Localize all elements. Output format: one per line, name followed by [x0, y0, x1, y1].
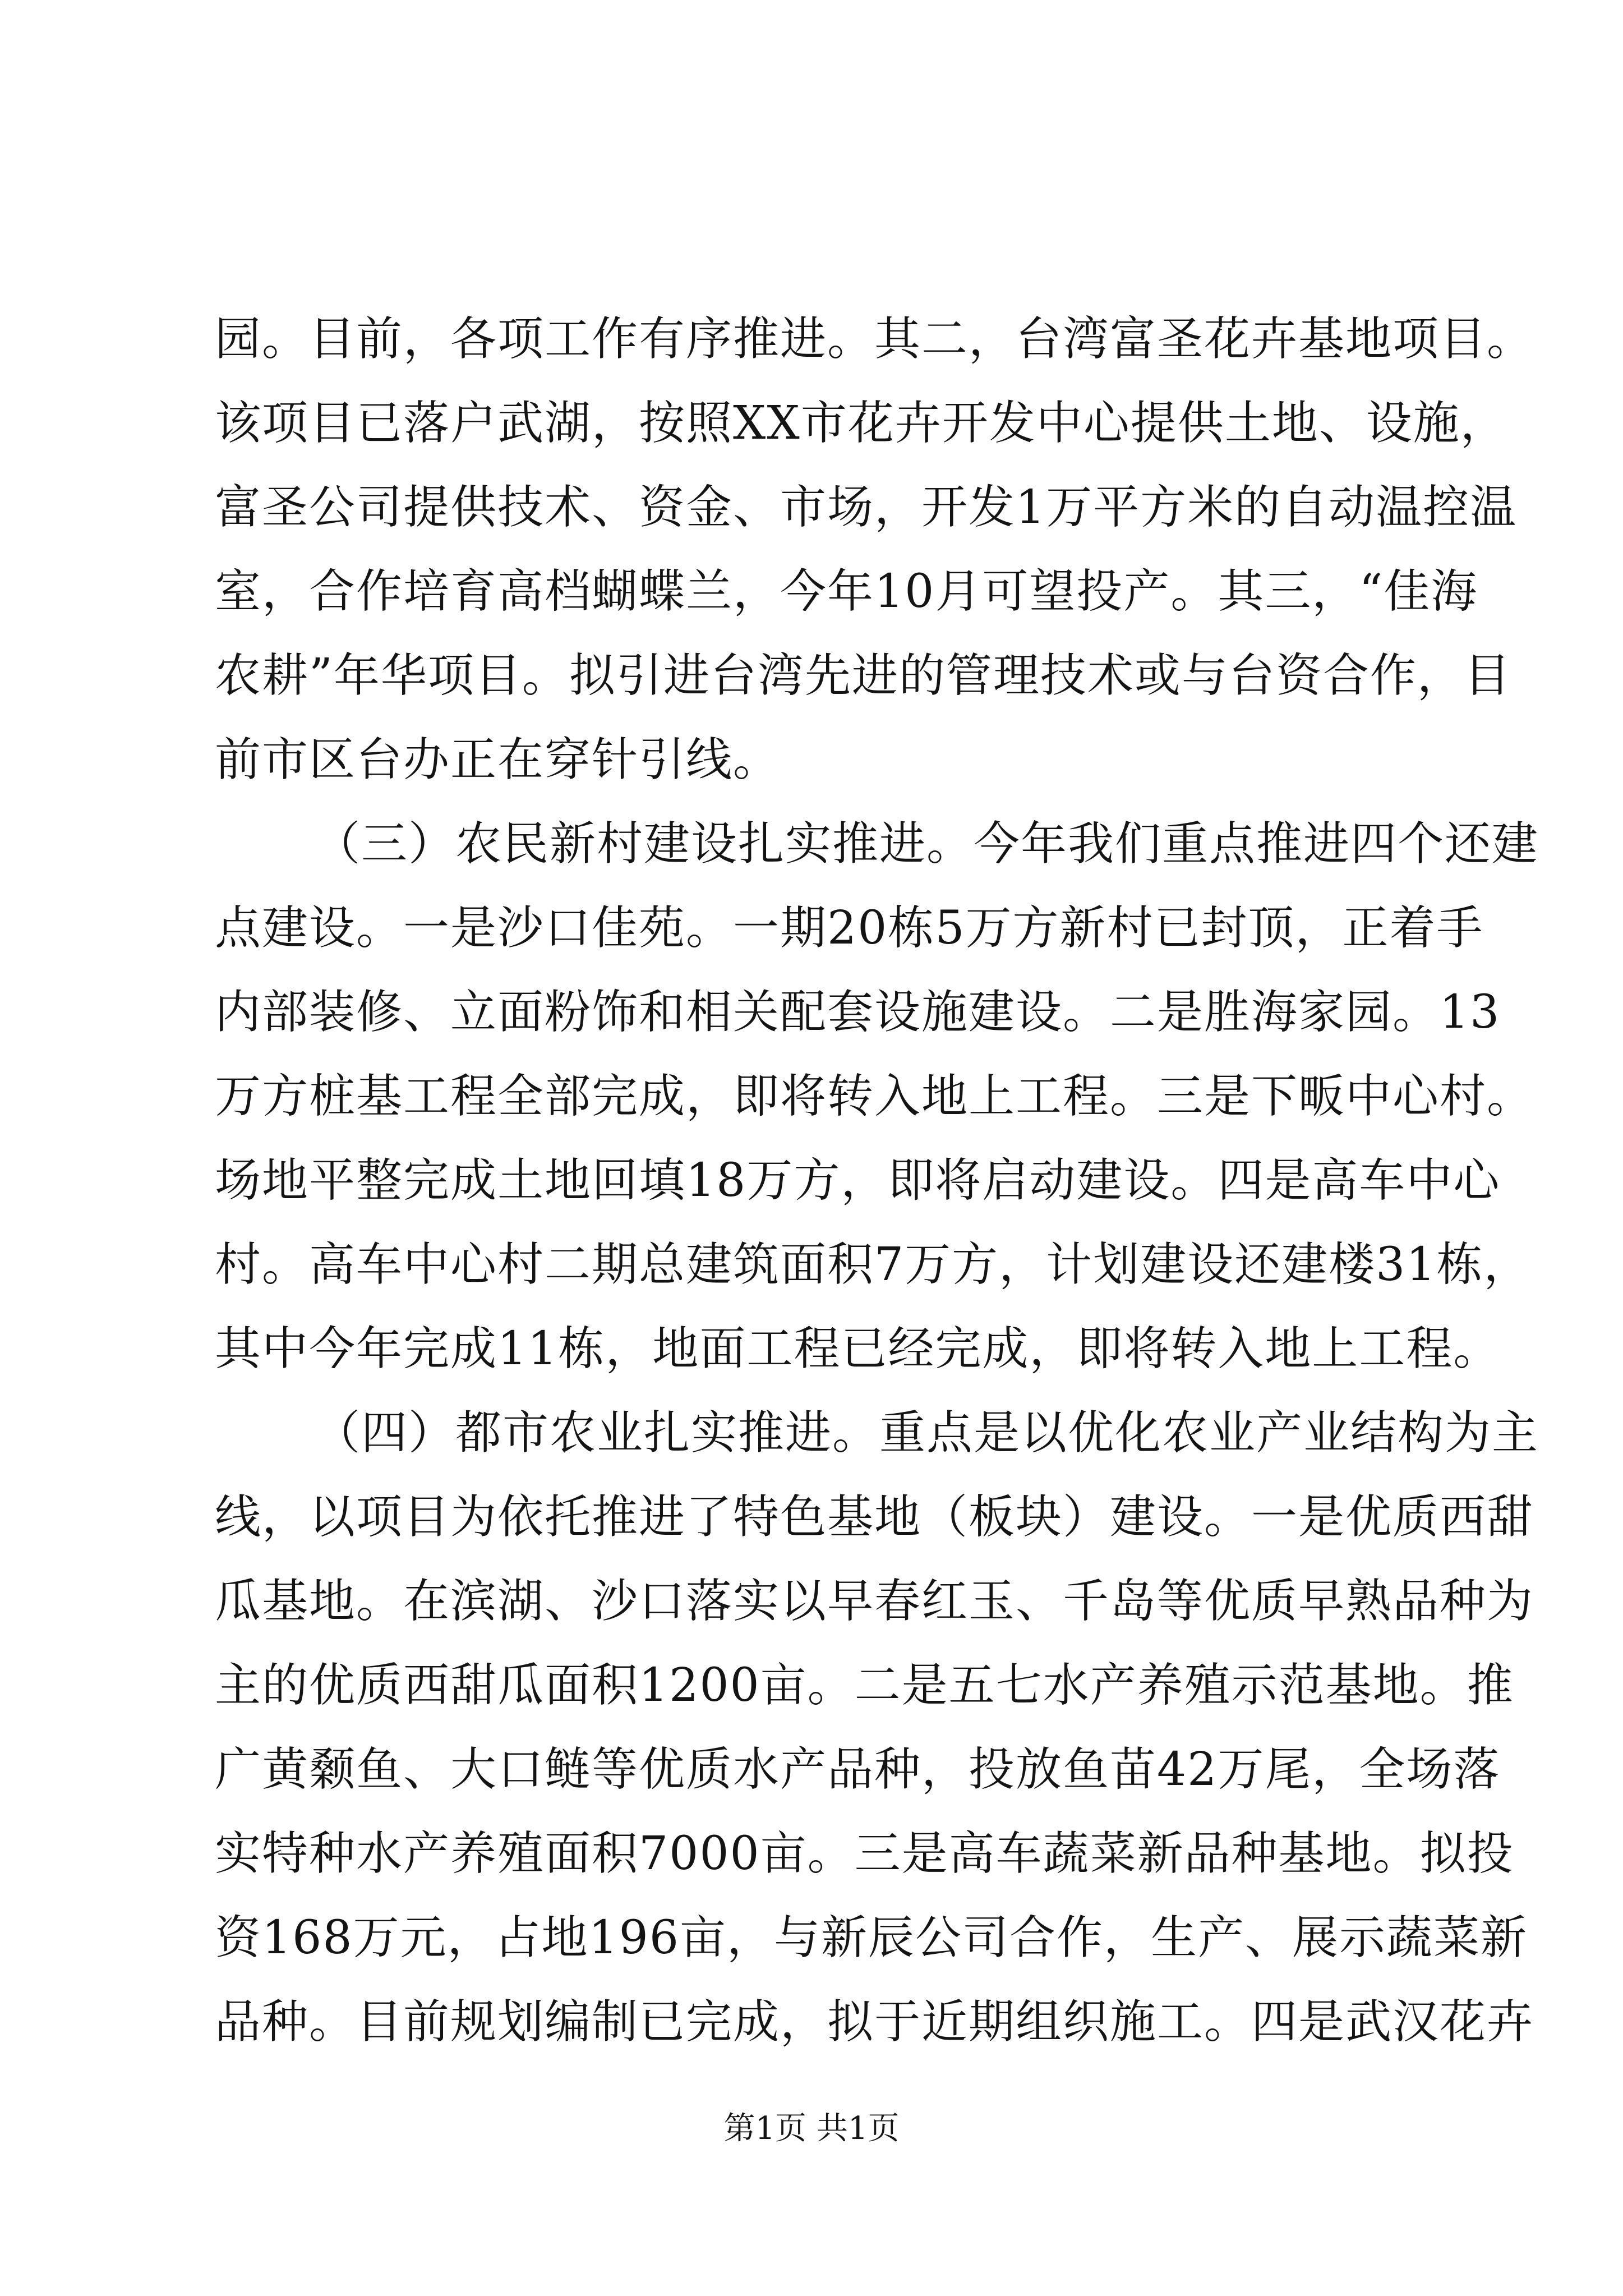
- text-line: 资168万元，占地196亩，与新辰公司合作，生产、展示蔬菜新: [215, 1911, 1528, 1964]
- text-line: 主的优质西甜瓜面积1200亩。二是五七水产养殖示范基地。推: [215, 1659, 1514, 1712]
- paragraph-start-line: （三）农民新村建设扎实推进。今年我们重点推进四个还建: [314, 817, 1539, 871]
- text-line: 实特种水产养殖面积7000亩。三是高车蔬菜新品种基地。拟投: [215, 1827, 1514, 1880]
- text-line: 富圣公司提供技术、资金、市场，开发1万平方米的自动温控温: [215, 481, 1518, 534]
- text-line: 农耕”年华项目。拟引进台湾先进的管理技术或与台资合作，目: [215, 649, 1511, 702]
- page-number-footer: 第1页 共1页: [723, 2110, 900, 2147]
- text-line: 室，合作培育高档蝴蝶兰，今年10月可望投产。其三，“佳海: [215, 565, 1478, 618]
- text-line: 园。目前，各项工作有序推进。其二，台湾富圣花卉基地项目。: [215, 312, 1534, 366]
- text-line: 点建设。一是沙口佳苑。一期20栋5万方新村已封顶，正着手: [215, 901, 1484, 955]
- text-line: 村。高车中心村二期总建筑面积7万方，计划建设还建楼31栋，: [215, 1238, 1531, 1291]
- text-line: 场地平整完成土地回填18万方，即将启动建设。四是高车中心: [215, 1154, 1501, 1207]
- text-line: 该项目已落户武湖，按照XX市花卉开发中心提供土地、设施，: [215, 397, 1507, 450]
- text-line: 内部装修、立面粉饰和相关配套设施建设。二是胜海家园。13: [215, 986, 1501, 1039]
- text-line: 瓜基地。在滨湖、沙口落实以早春红玉、千岛等优质早熟品种为: [215, 1575, 1534, 1628]
- text-line: 广黄颡鱼、大口鲢等优质水产品种，投放鱼苗42万尾，全场落: [215, 1743, 1501, 1796]
- text-line: 万方桩基工程全部完成，即将转入地上工程。三是下畈中心村。: [215, 1070, 1534, 1123]
- text-line: 品种。目前规划编制已完成，拟于近期组织施工。四是武汉花卉: [215, 1995, 1534, 2049]
- text-line: 线，以项目为依托推进了特色基地（板块）建设。一是优质西甜: [215, 1490, 1534, 1544]
- text-line: 前市区台办正在穿针引线。: [215, 733, 781, 786]
- paragraph-start-line: （四）都市农业扎实推进。重点是以优化农业产业结构为主: [314, 1406, 1539, 1460]
- text-line: 其中今年完成11栋，地面工程已经完成，即将转入地上工程。: [215, 1322, 1501, 1375]
